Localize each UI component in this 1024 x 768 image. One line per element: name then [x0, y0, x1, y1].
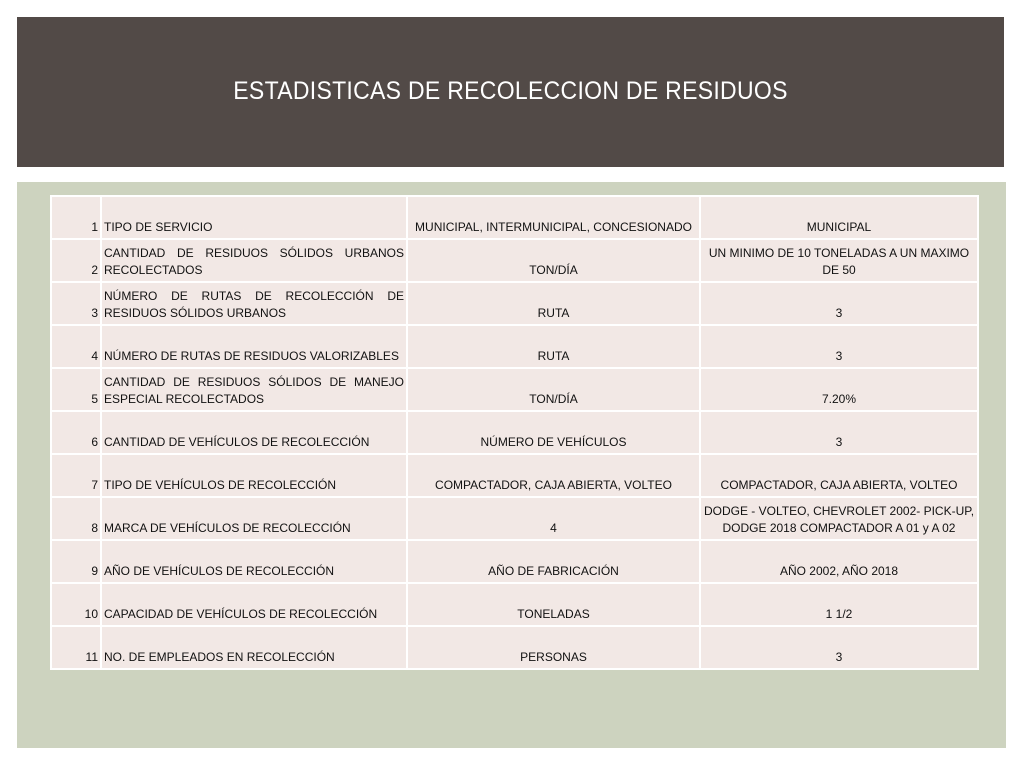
title-band [17, 17, 1004, 167]
row-description: CANTIDAD DE VEHÍCULOS DE RECOLECCIÓN [101, 411, 407, 454]
row-number: 8 [51, 497, 101, 540]
row-number: 5 [51, 368, 101, 411]
row-description: TIPO DE SERVICIO [101, 196, 407, 239]
table-row [51, 454, 978, 497]
row-number: 11 [51, 626, 101, 669]
row-value: 3 [700, 626, 978, 669]
row-value: 7.20% [700, 368, 978, 411]
table-row [51, 196, 978, 239]
row-unit: RUTA [407, 282, 700, 325]
row-description: TIPO DE VEHÍCULOS DE RECOLECCIÓN [101, 454, 407, 497]
statistics-table-body [51, 196, 978, 669]
row-number: 6 [51, 411, 101, 454]
row-unit: 4 [407, 497, 700, 540]
row-unit: TON/DÍA [407, 239, 700, 282]
slide-title: ESTADISTICAS DE RECOLECCION DE RESIDUOS [233, 75, 788, 105]
table-row [51, 368, 978, 411]
row-unit: AÑO DE FABRICACIÓN [407, 540, 700, 583]
table-row [51, 239, 978, 282]
row-value: UN MINIMO DE 10 TONELADAS A UN MAXIMO DE 50 [700, 239, 978, 282]
row-number: 9 [51, 540, 101, 583]
row-value: AÑO 2002, AÑO 2018 [700, 540, 978, 583]
table-row [51, 583, 978, 626]
row-number: 1 [51, 196, 101, 239]
row-value: DODGE - VOLTEO, CHEVROLET 2002- PICK-UP, DODGE 2018 COMPACTADOR A 01 y A 02 [700, 497, 978, 540]
row-unit: NÚMERO DE VEHÍCULOS [407, 411, 700, 454]
table-row [51, 540, 978, 583]
row-unit: MUNICIPAL, INTERMUNICIPAL, CONCESIONADO [407, 196, 700, 239]
row-number: 10 [51, 583, 101, 626]
table-row [51, 626, 978, 669]
row-value: COMPACTADOR, CAJA ABIERTA, VOLTEO [700, 454, 978, 497]
row-unit: PERSONAS [407, 626, 700, 669]
row-description: CAPACIDAD DE VEHÍCULOS DE RECOLECCIÓN [101, 583, 407, 626]
table-row [51, 282, 978, 325]
row-description: NÚMERO DE RUTAS DE RECOLECCIÓN DE RESIDUOS SÓLIDOS URBANOS [101, 282, 407, 325]
row-unit: COMPACTADOR, CAJA ABIERTA, VOLTEO [407, 454, 700, 497]
row-value: 3 [700, 325, 978, 368]
row-unit: TON/DÍA [407, 368, 700, 411]
row-description: AÑO DE VEHÍCULOS DE RECOLECCIÓN [101, 540, 407, 583]
table-row [51, 325, 978, 368]
row-description: MARCA DE VEHÍCULOS DE RECOLECCIÓN [101, 497, 407, 540]
statistics-table [50, 195, 979, 670]
row-unit: TONELADAS [407, 583, 700, 626]
row-description: NO. DE EMPLEADOS EN RECOLECCIÓN [101, 626, 407, 669]
row-value: 3 [700, 282, 978, 325]
row-value: 1 1/2 [700, 583, 978, 626]
row-number: 7 [51, 454, 101, 497]
row-description: CANTIDAD DE RESIDUOS SÓLIDOS URBANOS RECOLECTADOS [101, 239, 407, 282]
row-unit: RUTA [407, 325, 700, 368]
table-row [51, 497, 978, 540]
row-number: 4 [51, 325, 101, 368]
table-row [51, 411, 978, 454]
row-description: NÚMERO DE RUTAS DE RESIDUOS VALORIZABLES [101, 325, 407, 368]
row-value: MUNICIPAL [700, 196, 978, 239]
row-description: CANTIDAD DE RESIDUOS SÓLIDOS DE MANEJO ESPECIAL RECOLECTADOS [101, 368, 407, 411]
row-number: 2 [51, 239, 101, 282]
row-number: 3 [51, 282, 101, 325]
row-value: 3 [700, 411, 978, 454]
